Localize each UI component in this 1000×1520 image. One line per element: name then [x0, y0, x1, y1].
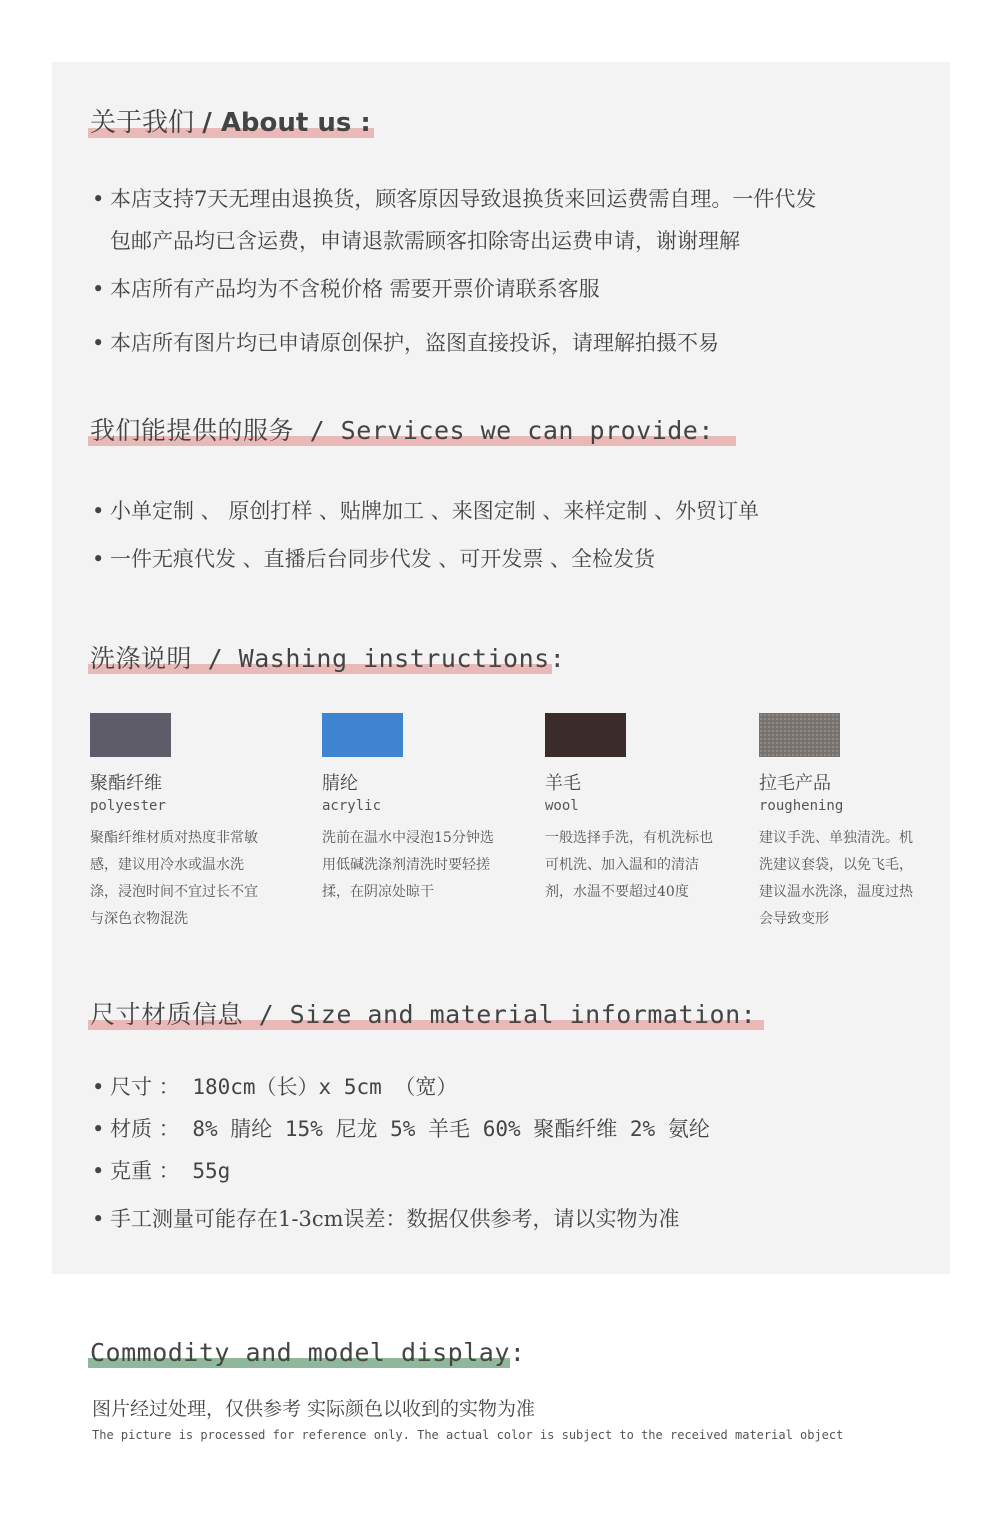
size-title-cn: 尺寸材质信息 — [90, 1000, 244, 1029]
roughening-swatch — [759, 713, 840, 757]
washing-title-cn: 洗涤说明 — [90, 644, 193, 673]
polyester-desc: 聚酯纤维材质对热度非常敏感，建议用冷水或温水洗涤，浸泡时间不宜过长不宜与深色衣物混洗 — [90, 830, 258, 927]
display-note-cn: 图片经过处理，仅供参考 实际颜色以收到的实物为准 — [92, 1398, 536, 1420]
about-heading — [90, 106, 371, 140]
about-title-en: / About us : — [202, 108, 371, 138]
service-item-2: • 一件无痕代发 、直播后台同步代发 、可开发票 、全检发货 — [92, 547, 656, 571]
roughening-desc: 建议手洗、单独清洗。机洗建议套袋，以免飞毛，建议温水洗涤，温度过热会导致变形 — [759, 830, 913, 927]
services-title-cn: 我们能提供的服务 — [90, 416, 295, 445]
roughening-en: roughening — [759, 798, 844, 814]
washing-heading — [90, 642, 565, 676]
display-title: Commodity and model display: — [90, 1338, 526, 1367]
wool-swatch — [545, 713, 626, 757]
display-heading — [90, 1336, 525, 1370]
roughening-name: 拉毛产品 — [759, 773, 831, 794]
about-title-cn: 关于我们 — [90, 108, 203, 138]
acrylic-name: 腈纶 — [322, 773, 358, 794]
wool-name: 羊毛 — [545, 773, 581, 794]
size-heading — [90, 998, 756, 1032]
polyester-name: 聚酯纤维 — [90, 773, 162, 794]
size-item-dimensions: • 尺寸 ： 180cm（长）x 5cm （宽） — [92, 1075, 458, 1099]
display-note-en: The picture is processed for reference only. The actual color is subject to the received material object — [92, 1428, 844, 1442]
service-item-1: • 小单定制 、 原创打样 、贴牌加工 、来图定制 、来样定制 、外贸订单 — [92, 499, 760, 523]
polyester-en: polyester — [90, 798, 166, 814]
wool-desc: 一般选择手洗，有机洗标也可机洗、加入温和的清洁剂，水温不要超过40度 — [545, 830, 713, 900]
services-title-en: / Services we can provide: — [294, 416, 714, 445]
wool-en: wool — [545, 798, 579, 814]
about-item-1: • 本店支持7天无理由退换货，顾客原因导致退换货来回运费需自理。一件代发 包邮产品均已含运费，申请退款需顾客扣除寄出运费申请，谢谢理解 — [92, 187, 817, 253]
size-item-note: • 手工测量可能存在1-3cm误差：数据仅供参考，请以实物为准 — [92, 1207, 680, 1231]
about-item-2: • 本店所有产品均为不含税价格 需要开票价请联系客服 — [92, 277, 600, 301]
about-item-3: • 本店所有图片均已申请原创保护，盗图直接投诉，请理解拍摄不易 — [92, 331, 719, 355]
acrylic-en: acrylic — [322, 798, 382, 814]
size-title-en: / Size and material information: — [243, 1000, 757, 1029]
washing-title-en: / Washing instructions: — [192, 644, 566, 673]
services-heading — [90, 414, 714, 448]
size-item-weight: • 克重 ： 55g — [92, 1159, 231, 1183]
polyester-swatch — [90, 713, 171, 757]
acrylic-swatch — [322, 713, 403, 757]
size-item-material: • 材质 ： 8% 腈纶 15% 尼龙 5% 羊毛 60% 聚酯纤维 2% 氨纶 — [92, 1117, 710, 1141]
acrylic-desc: 洗前在温水中浸泡15分钟选用低碱洗涤剂清洗时要轻搓揉，在阴凉处晾干 — [322, 830, 494, 900]
